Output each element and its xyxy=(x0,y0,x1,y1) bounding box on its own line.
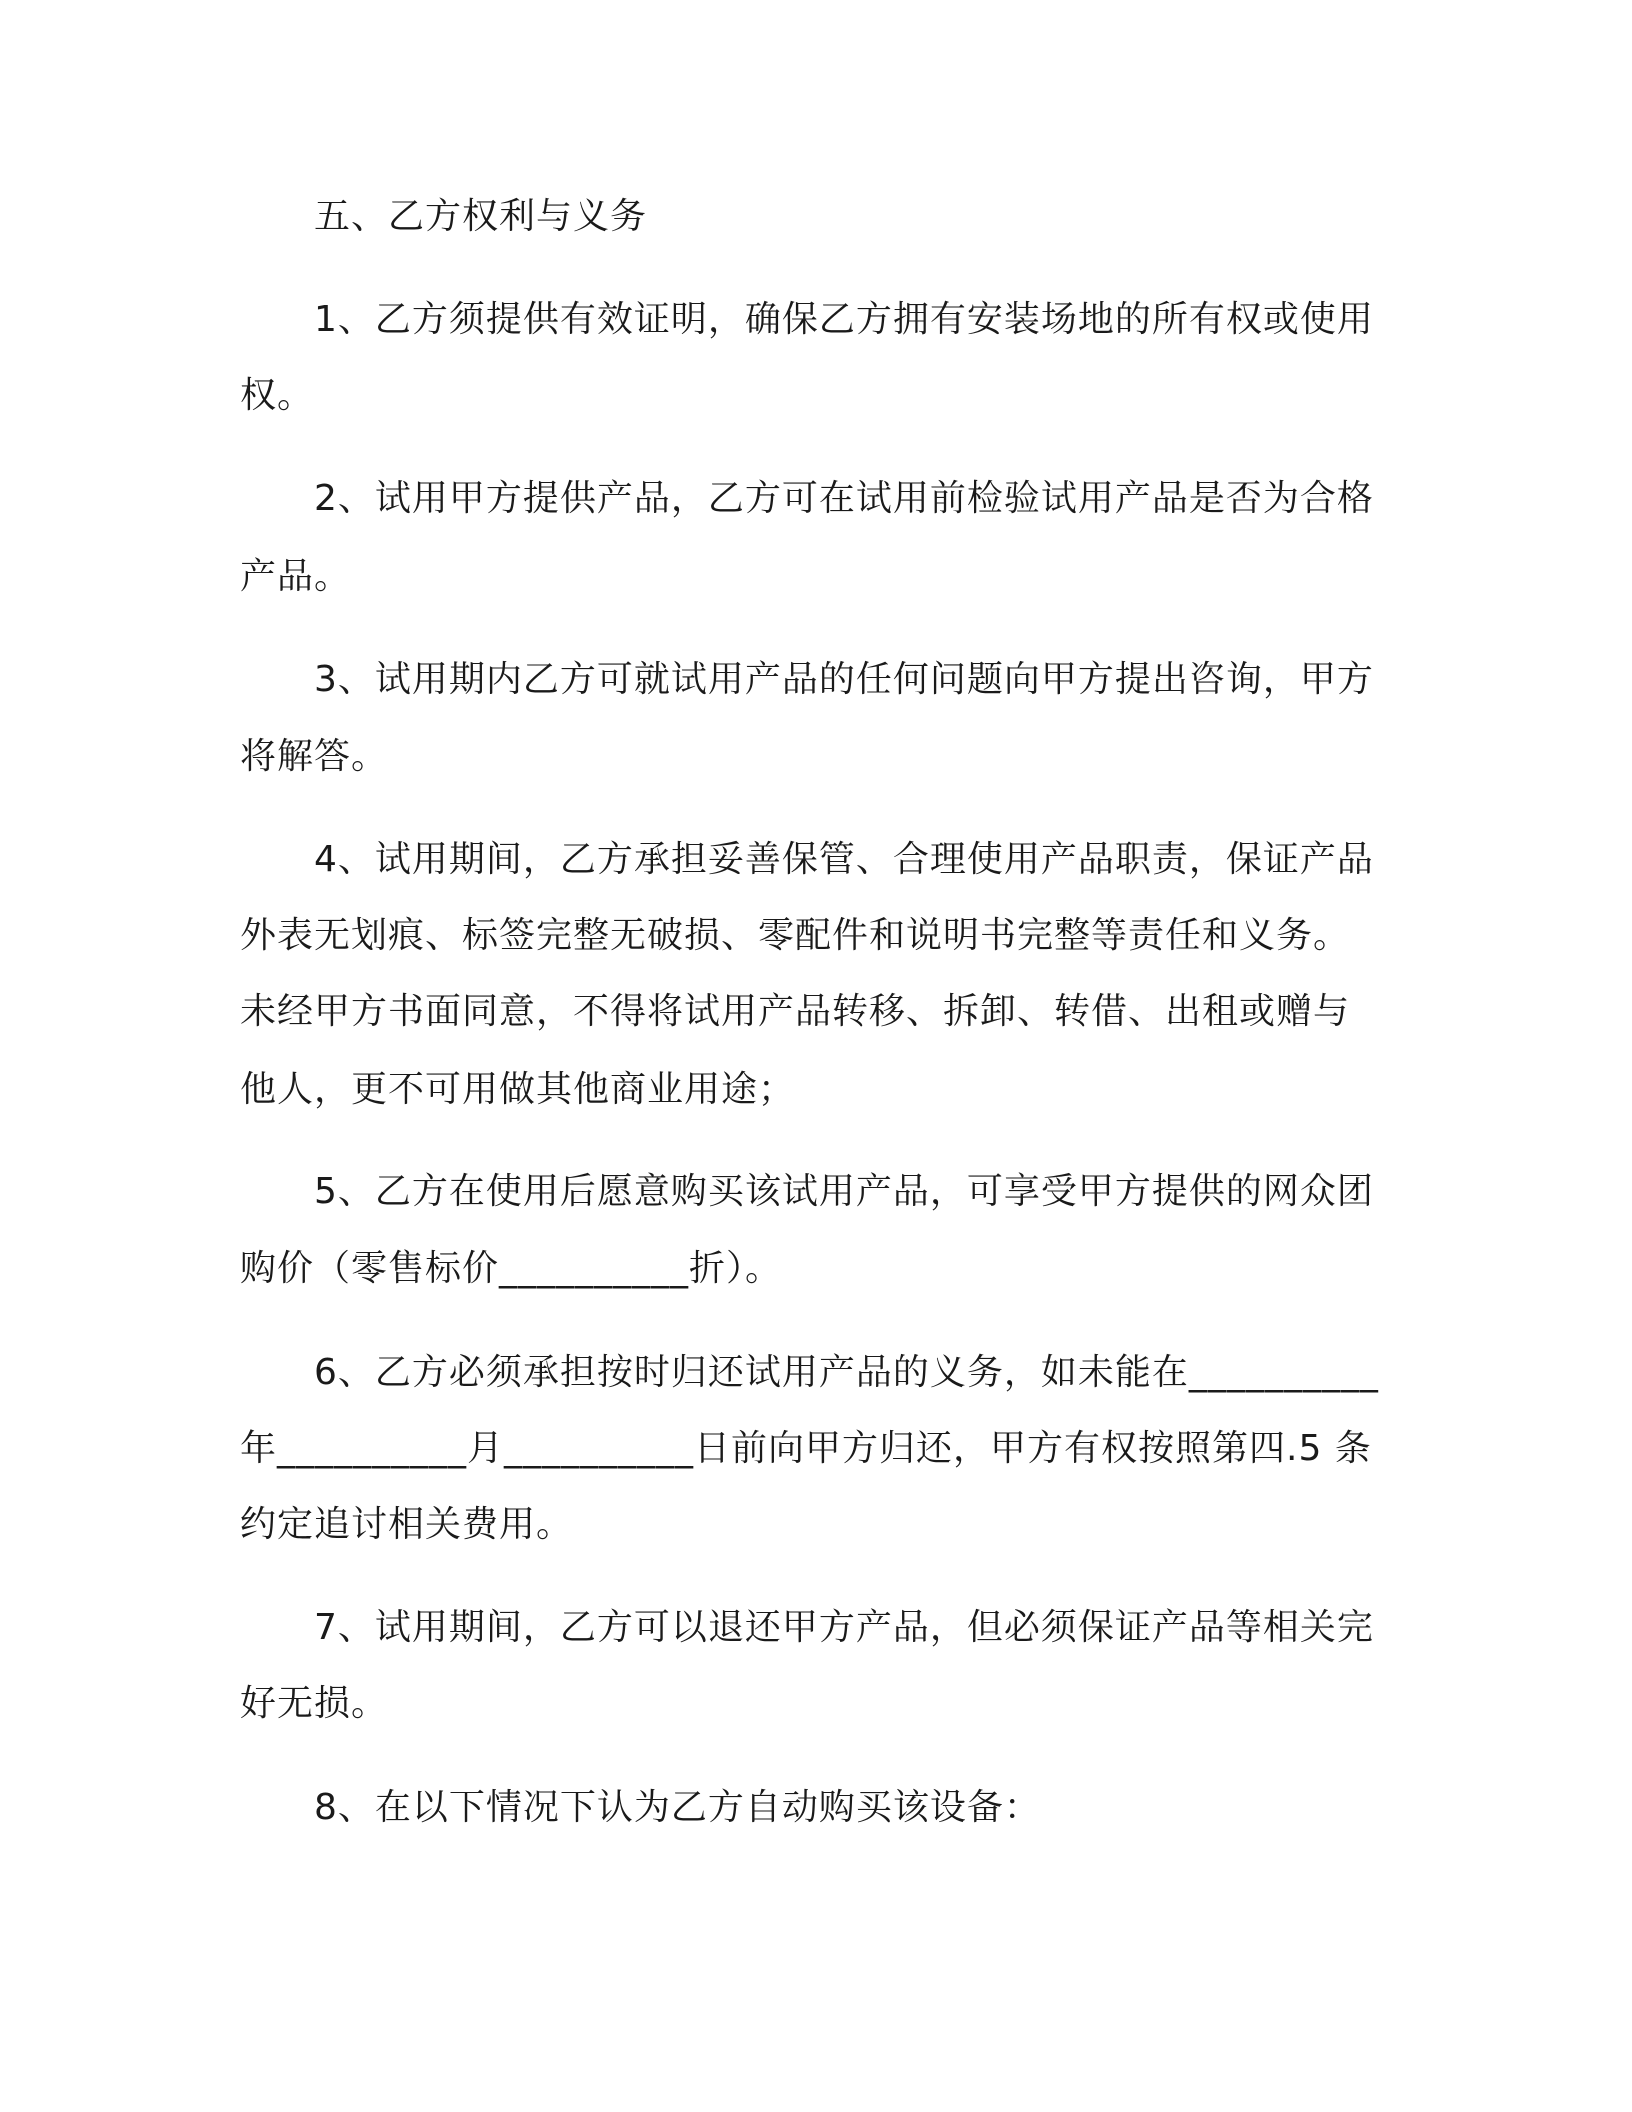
clause-line: 1、乙方须提供有效证明，确保乙方拥有安装场地的所有权或使用 xyxy=(314,299,1374,340)
clause-line: 年__________月__________日前向甲方归还，甲方有权按照第四.5 条 xyxy=(240,1428,1372,1469)
clause-line: 好无损。 xyxy=(240,1683,389,1724)
clause-line: 将解答。 xyxy=(240,736,389,777)
clause-line: 8、在以下情况下认为乙方自动购买该设备： xyxy=(314,1787,1041,1828)
clause-line: 6、乙方必须承担按时归还试用产品的义务，如未能在__________ xyxy=(314,1352,1379,1393)
section-heading: 五、乙方权利与义务 xyxy=(314,196,648,237)
clause-line: 未经甲方书面同意，不得将试用产品转移、拆卸、转借、出租或赠与 xyxy=(240,991,1351,1032)
clause-line: 外表无划痕、标签完整无破损、零配件和说明书完整等责任和义务。 xyxy=(240,915,1351,956)
clause-line: 5、乙方在使用后愿意购买该试用产品，可享受甲方提供的网众团 xyxy=(314,1171,1374,1212)
clause-line: 约定追讨相关费用。 xyxy=(240,1504,574,1545)
clause-line: 他人，更不可用做其他商业用途； xyxy=(240,1069,796,1110)
clause-line: 3、试用期内乙方可就试用产品的任何问题向甲方提出咨询，甲方 xyxy=(314,659,1374,700)
clause-line: 4、试用期间，乙方承担妥善保管、合理使用产品职责，保证产品 xyxy=(314,839,1374,880)
clause-line: 产品。 xyxy=(240,556,352,597)
clause-line: 购价（零售标价__________折）。 xyxy=(240,1248,783,1289)
clause-line: 权。 xyxy=(240,375,315,416)
clause-line: 7、试用期间，乙方可以退还甲方产品，但必须保证产品等相关完 xyxy=(314,1607,1374,1648)
clause-line: 2、试用甲方提供产品，乙方可在试用前检验试用产品是否为合格 xyxy=(314,478,1374,519)
